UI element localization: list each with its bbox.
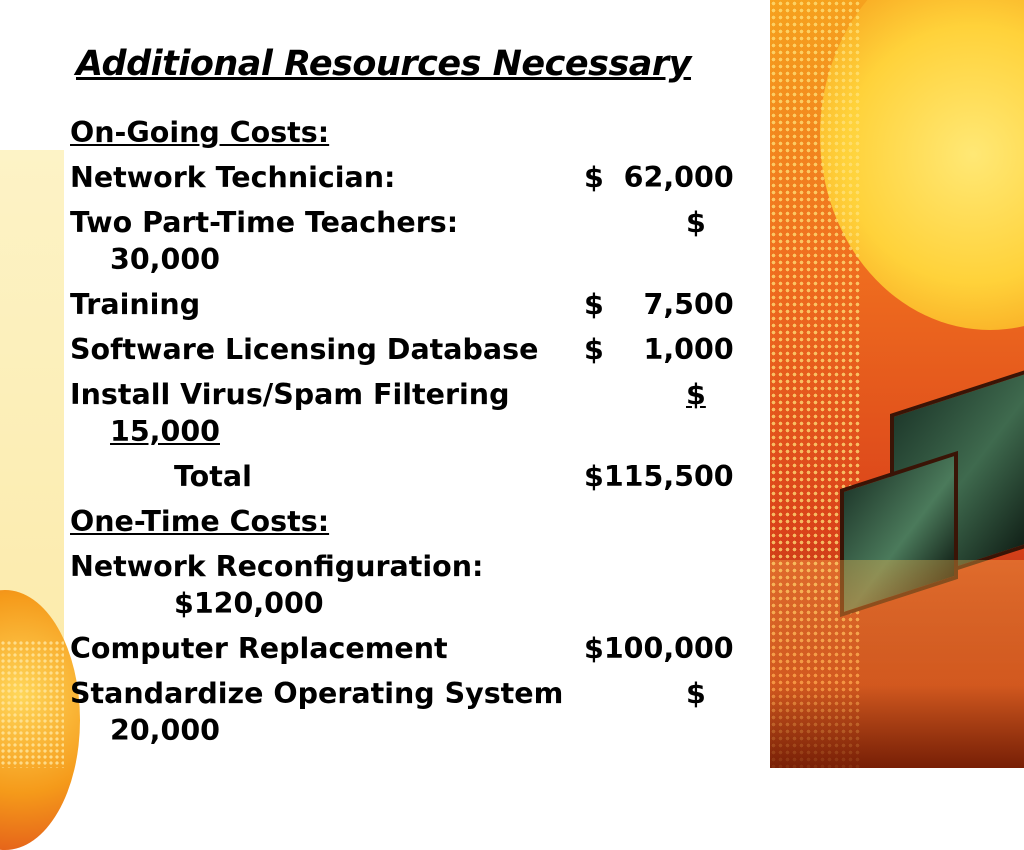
cost-amount-continuation: 15,000: [110, 415, 220, 448]
total-row: [70, 458, 770, 503]
cost-row: [70, 630, 770, 675]
cost-amount-continuation: 30,000: [110, 243, 220, 276]
cost-row: [70, 286, 770, 331]
cost-amount: $100,000: [584, 632, 734, 665]
cost-amount: $: [686, 206, 706, 239]
cost-row: [70, 159, 770, 204]
background-left-dots: [0, 640, 64, 768]
cost-amount: $: [686, 677, 706, 710]
cost-label: Network Technician:: [70, 161, 396, 194]
onetime-costs-heading-row: [70, 503, 770, 548]
cost-amount-continuation: 20,000: [110, 714, 220, 747]
cost-label: Install Virus/Spam Filtering: [70, 378, 510, 411]
cost-label: Computer Replacement: [70, 632, 448, 665]
cost-row: [70, 204, 770, 286]
cost-label: Two Part-Time Teachers:: [70, 206, 459, 239]
cost-amount: $: [686, 378, 706, 411]
cost-label: Network Reconfiguration:: [70, 550, 484, 583]
cost-amount: $ 1,000: [584, 333, 734, 366]
cost-row: [70, 376, 770, 458]
slide-title: Additional Resources Necessary: [76, 44, 691, 84]
cost-amount: $ 62,000: [584, 161, 734, 194]
cost-row: [70, 548, 770, 630]
cost-label: Software Licensing Database: [70, 333, 539, 366]
ongoing-costs-heading-row: [70, 114, 770, 159]
cost-amount-continuation: $120,000: [174, 587, 324, 620]
cost-row: [70, 331, 770, 376]
cost-list: [70, 114, 770, 757]
cost-row: [70, 675, 770, 757]
cost-label: Standardize Operating System: [70, 677, 564, 710]
total-amount: $115,500: [584, 460, 734, 493]
cost-label: Training: [70, 288, 201, 321]
ongoing-costs-heading: On-Going Costs:: [70, 116, 330, 149]
background-computer-artwork: [770, 0, 1024, 768]
total-label: Total: [174, 460, 252, 493]
onetime-costs-heading: One-Time Costs:: [70, 505, 330, 538]
cost-amount: $ 7,500: [584, 288, 734, 321]
background-light-glow: [770, 560, 1024, 768]
